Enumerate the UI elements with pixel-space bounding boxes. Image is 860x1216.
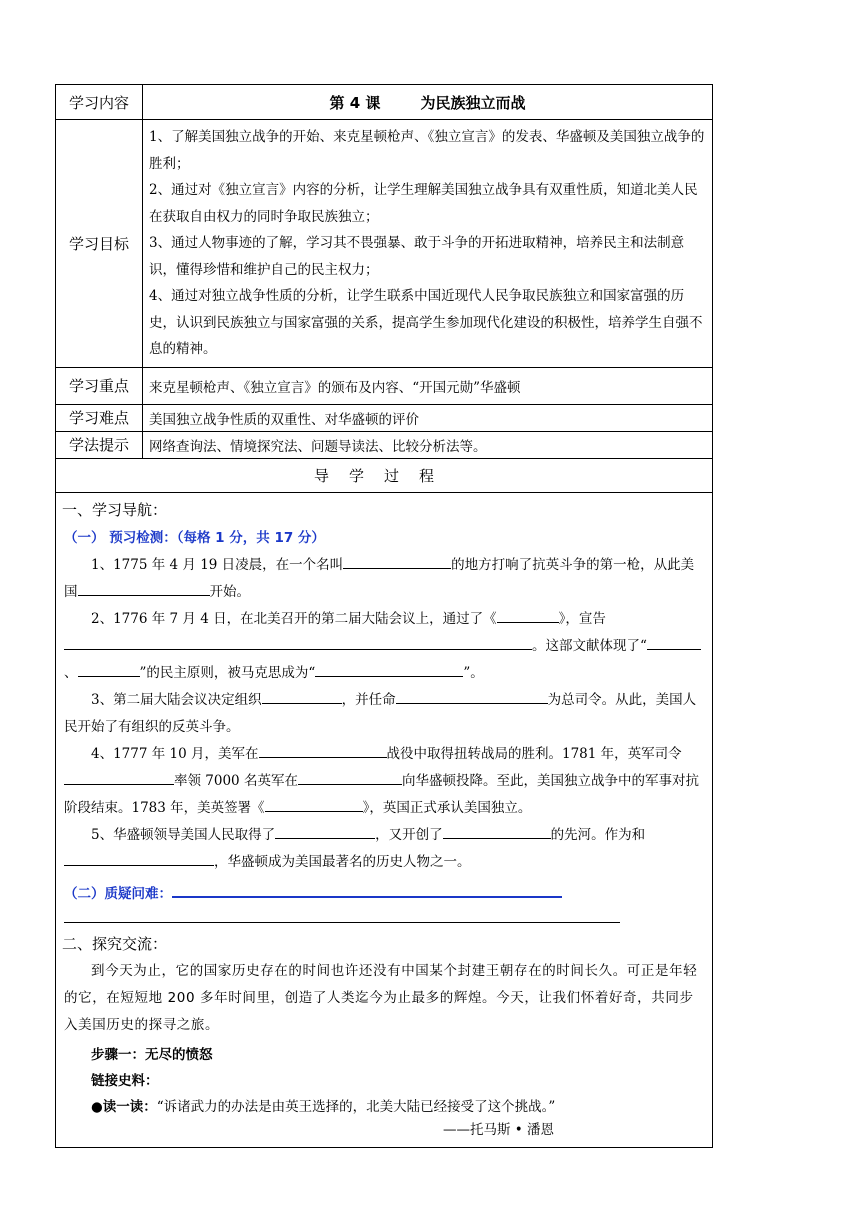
question-2: 2、1776 年 7 月 4 日，在北美召开的第二届大陆会议上，通过了《 》，宣告。这部文献体现了“、 ”的民主原则，被马克思成为“ ”。 — [64, 606, 704, 687]
goal-item: 3、通过人物事迹的了解，学习其不畏强暴、敢于斗争的开拓进取精神，培养民主和法制意识，懂得珍惜和维护自己的民主权力； — [149, 235, 685, 278]
goals-cell — [143, 120, 713, 368]
lesson-table — [55, 84, 713, 1148]
blank[interactable] — [647, 634, 701, 650]
question-blank[interactable] — [172, 882, 562, 898]
blank[interactable] — [78, 661, 140, 677]
blank[interactable] — [315, 661, 463, 677]
read-item — [91, 1095, 704, 1119]
blank[interactable] — [259, 742, 387, 758]
blank[interactable] — [275, 823, 375, 839]
question-1: 1、1775 年 4 月 19 日凌晨，在一个名叫 的地方打响了抗英斗争的第一枪，从此美国 开始。 — [64, 552, 704, 606]
process-body — [56, 492, 713, 1147]
method-text: 网络查询法、情境探究法、问题导读法、比较分析法等。 — [143, 431, 713, 458]
process-title: 导学过程 — [56, 458, 713, 492]
blank[interactable] — [298, 769, 402, 785]
step-1-heading: 步骤一：无尽的愤怒 — [91, 1046, 213, 1063]
goal-item: 1、了解美国独立战争的开始、来克星顿枪声、《独立宣言》的发表、华盛顿及美国独立战争的胜利； — [149, 129, 705, 172]
question-5: 5、华盛顿领导美国人民取得了 ，又开创了 的先河。作为和，华盛顿成为美国最著名的历史人物之一。 — [64, 822, 704, 876]
blank[interactable] — [64, 850, 214, 866]
blank[interactable] — [265, 796, 363, 812]
key-points-label: 学习重点 — [56, 367, 143, 404]
worksheet — [55, 84, 713, 1148]
preview-check-heading: （一） 预习检测：（每格 1 分，共 17 分） — [64, 529, 325, 546]
blank[interactable] — [396, 688, 548, 704]
section1-heading: 一、学习导航： — [62, 500, 168, 519]
lesson-title-cell — [143, 85, 713, 120]
difficulties-label: 学习难点 — [56, 404, 143, 431]
blank[interactable] — [78, 580, 210, 596]
blank[interactable] — [64, 634, 532, 650]
question-4: 4、1777 年 10 月，美军在 战役中取得扭转战局的胜利。1781 年，英军司令率领 7000 名英军在 向华盛顿投降。至此，美国独立战争中的军事对抗阶段结束。1783 年，美英签署《 》，英国正式承认美国独立。 — [64, 741, 704, 822]
blank[interactable] — [443, 823, 551, 839]
blank[interactable] — [497, 607, 559, 623]
lesson-number: 第 4 课 — [329, 93, 381, 112]
goal-item: 2、通过对《独立宣言》内容的分析，让学生理解美国独立战争具有双重性质，知道北美人民在获取自由权力的同时争取民族独立； — [149, 182, 698, 225]
quote: “诉诸武力的办法是由英王选择的，北美大陆已经接受了这个挑战。” — [156, 1098, 556, 1115]
difficulties-text: 美国独立战争性质的双重性、对华盛顿的评价 — [143, 404, 713, 431]
intro-paragraph: 到今天为止，它的国家历史存在的时间也许还没有中国某个封建王朝存在的时间长久。可正是年轻的它，在短短地 200 多年时间里，创造了人类迄今为止最多的辉煌。今天，让我们怀着好奇，共同步入美国历史的探寻之旅。 — [64, 962, 698, 1033]
key-points-text: 来克星顿枪声、《独立宣言》的颁布及内容、“开国元勋”华盛顿 — [143, 367, 713, 404]
read-label: ●读一读： — [91, 1098, 157, 1115]
link-sources-heading: 链接史料： — [91, 1072, 159, 1089]
blank[interactable] — [262, 688, 342, 704]
goal-item: 4、通过对独立战争性质的分析，让学生联系中国近现代人民争取民族独立和国家富强的历史，认识到民族独立与国家富强的关系，提高学生参加现代化建设的积极性，培养学生自强不息的精神。 — [149, 288, 703, 357]
questions-heading: （二）质疑问难： — [64, 882, 704, 902]
content-label: 学习内容 — [56, 85, 143, 120]
answer-line[interactable] — [64, 910, 620, 923]
section2-heading: 二、探究交流： — [62, 934, 168, 953]
lesson-title: 为民族独立而战 — [420, 93, 526, 112]
goals-label: 学习目标 — [56, 120, 143, 368]
blank[interactable] — [64, 769, 174, 785]
quote-attribution: ——托马斯 • 潘恩 — [442, 1121, 554, 1138]
question-3: 3、第二届大陆会议决定组织 ，并任命 为总司令。从此，美国人民开始了有组织的反英斗争。 — [64, 687, 704, 741]
blank[interactable] — [343, 553, 451, 569]
method-label: 学法提示 — [56, 431, 143, 458]
